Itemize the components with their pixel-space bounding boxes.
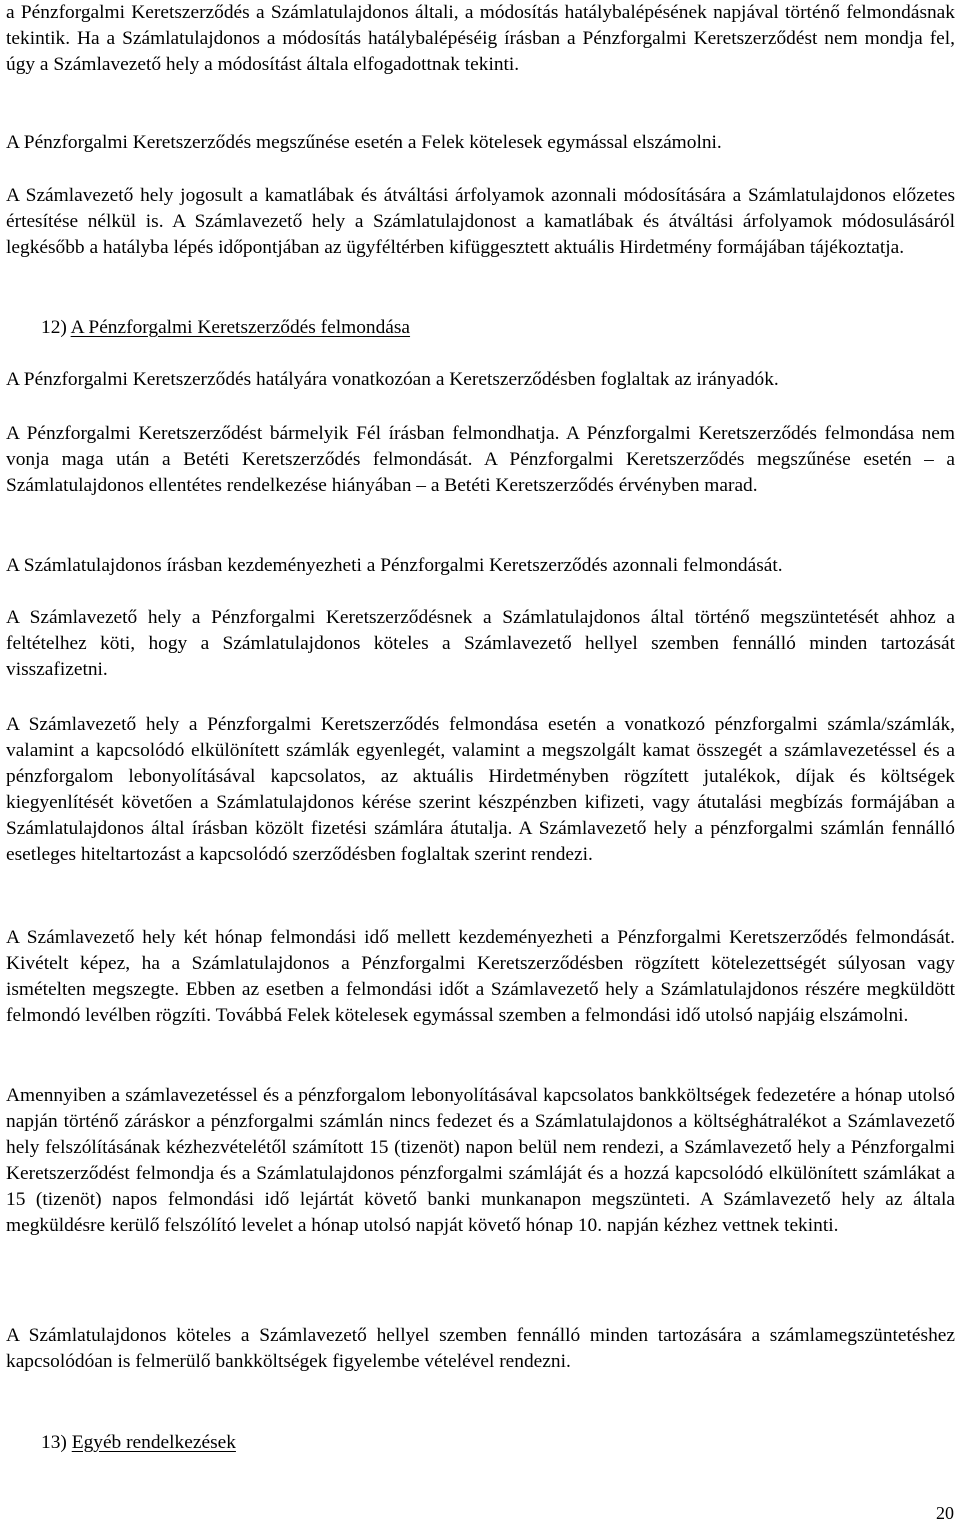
section-number: 12) — [41, 317, 67, 338]
paragraph-term: A Pénzforgalmi Keretszerződés hatályára vonatkozóan a Keretszerződésben foglaltak az irányadók. — [6, 369, 779, 390]
paragraph-termination-any-party: A Pénzforgalmi Keretszerződést bármelyik Fél írásban felmondhatja. A Pénzforgalmi Keretszerződés felmondása nem vonja maga után a Betéti Keretszerződés felmondását. A Pénzforgalmi Keretszerződés megszűnése esetén – a Számlatulajdonos ellentétes rendelkezése hiányában – a Betéti Keretszerződés érvényben marad. — [6, 423, 955, 496]
section-heading-12 — [6, 315, 960, 341]
paragraph-interest-rates: A Számlavezető hely jogosult a kamatlábak és átváltási árfolyamok azonnali módosítására a Számlatulajdonos előzetes értesítése nélkül is. A Számlavezető hely a Számlatulajdonost a kamatlábak és átváltási árfolyamok módosulásáról legkésőbb a hatályba lépés időpontjában az ügyféltérben kifüggesztett aktuális Hirdetmény formájában tájékoztatja. — [6, 185, 955, 258]
paragraph-continued: a Pénzforgalmi Keretszerződés a Számlatulajdonos általi, a módosítás hatálybalépésének napjával történő felmondásnak tekintik. Ha a Számlatulajdonos a módosítás hatálybalépéséig írásban a Pénzforgalmi Keretszerződést nem mondja fel, úgy a Számlavezető hely a módosítást általa elfogadottnak tekinti. — [6, 2, 955, 75]
paragraph-bank-termination: A Számlavezető hely két hónap felmondási idő mellett kezdeményezheti a Pénzforgalmi Keretszerződés felmondását. Kivételt képez, ha a Számlatulajdonos a Pénzforgalmi Keretszerződésben rögzített kötelezettségét súlyosan vagy ismételten megszegte. Ebben az esetben a felmondási időt a Számlavezető hely a Számlatulajdonos részére megküldött felmondó levélben rögzíti. Továbbá Felek kötelesek egymással szemben a felmondási idő utolsó napjáig elszámolni. — [6, 927, 955, 1026]
section-heading-13 — [6, 1430, 960, 1456]
paragraph-immediate-termination: A Számlatulajdonos írásban kezdeményezheti a Pénzforgalmi Keretszerződés azonnali felmondását. — [6, 555, 783, 576]
section-title: A Pénzforgalmi Keretszerződés felmondása — [70, 317, 411, 338]
paragraph-settle-debts: A Számlatulajdonos köteles a Számlavezető hellyel szemben fennálló minden tartozására a számlamegszüntetéshez kapcsolódóan is felmerülő bankköltségek figyelembe vételével rendezni. — [6, 1325, 955, 1372]
paragraph-termination-condition: A Számlavezető hely a Pénzforgalmi Keretszerződésnek a Számlatulajdonos által történő megszüntetését ahhoz a feltételhez köti, hogy a Számlatulajdonos köteles a Számlavezető hellyel szemben fennálló minden tartozását visszafizetni. — [6, 607, 955, 680]
section-number: 13) — [41, 1432, 67, 1453]
paragraph-settlement: A Pénzforgalmi Keretszerződés megszűnése esetén a Felek kötelesek egymással elszámolni. — [6, 132, 722, 153]
page-number: 20 — [936, 1503, 954, 1523]
section-title: Egyéb rendelkezések — [71, 1432, 236, 1453]
paragraph-balance-payout: A Számlavezető hely a Pénzforgalmi Keretszerződés felmondása esetén a vonatkozó pénzforgalmi számla/számlák, valamint a kapcsolódó elkülönített számlák egyenlegét, valamint a megszolgált kamat összegét a számlavezetéssel és a pénzforgalom lebonyolításával kapcsolatos, az aktuális Hirdetményben rögzített jutalékok, díjak és költségek kiegyenlítését követően a Számlatulajdonos kérése szerint készpénzben kifizeti, vagy átutalási megbízás formájában a Számlatulajdonos által írásban közölt fizetési számlára átutalja. A Számlavezető hely a pénzforgalmi számlán fennálló esetleges hiteltartozást a kapcsolódó szerződésben foglaltak szerint rendezi. — [6, 714, 955, 865]
paragraph-unpaid-costs: Amennyiben a számlavezetéssel és a pénzforgalom lebonyolításával kapcsolatos bankköltségek fedezetére a hónap utolsó napján történő záráskor a pénzforgalmi számlán nincs fedezet és a Számlatulajdonos a költséghátralékot a Számlavezető hely felszólításának kézhezvételétől számított 15 (tizenöt) napon belül nem rendezi, a Számlavezető hely a Pénzforgalmi Keretszerződést felmondja és a Számlatulajdonos pénzforgalmi számláját és a hozzá kapcsolódó elkülönített számlákat a 15 (tizenöt) napos felmondási idő lejártát követő banki munkanapon megszünteti. A Számlavezető hely az általa megküldésre kerülő felszólító levelet a hónap utolsó napját követő hónap 10. napján kézhez vettnek tekinti. — [6, 1085, 955, 1236]
